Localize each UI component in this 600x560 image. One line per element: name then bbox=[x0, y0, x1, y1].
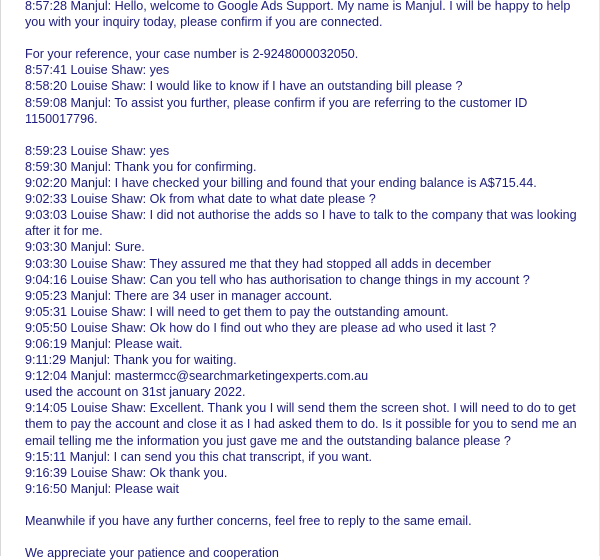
transcript-line: 9:14:05 Louise Shaw: Excellent. Thank you I will send them the screen shot. I will need to do to get them to pay the account and close it as I had asked them to do. Is it possible for you to send me an email telling me the information you just gave me and the outstanding balance please ? bbox=[25, 401, 577, 448]
transcript-line: 9:05:31 Louise Shaw: I will need to get them to pay the outstanding amount. bbox=[25, 304, 449, 319]
transcript-line: 8:58:20 Louise Shaw: I would like to know if I have an outstanding bill please ? bbox=[25, 79, 463, 94]
transcript-line: 9:03:30 Louise Shaw: They assured me that they had stopped all adds in december bbox=[25, 256, 492, 271]
left-page-edge bbox=[0, 0, 1, 556]
transcript-line: 8:59:08 Manjul: To assist you further, please confirm if you are referring to the customer ID 1150017796. bbox=[25, 95, 528, 126]
transcript-line: 9:04:16 Louise Shaw: Can you tell who has authorisation to change things in my account ? bbox=[25, 272, 530, 287]
transcript-line: 9:15:11 Manjul: I can send you this chat transcript, if you want. bbox=[25, 449, 372, 464]
closing-line: Meanwhile if you have any further concerns, feel free to reply to the same email. bbox=[25, 514, 472, 528]
transcript-line: 9:03:30 Manjul: Sure. bbox=[25, 240, 145, 255]
transcript-line: 8:57:28 Manjul: Hello, welcome to Google Ads Support. My name is Manjul. I will be happy to help you with your inquiry today, please confirm if you are connected. bbox=[25, 0, 571, 30]
partially-visible-line: We appreciate your patience and cooperation bbox=[25, 546, 279, 560]
chat-transcript bbox=[25, 0, 591, 529]
transcript-line: 8:59:23 Louise Shaw: yes bbox=[25, 143, 170, 158]
transcript-line: 9:05:23 Manjul: There are 34 user in manager account. bbox=[25, 288, 333, 303]
transcript-line: 9:05:50 Louise Shaw: Ok how do I find out who they are please ad who used it last ? bbox=[25, 320, 497, 335]
transcript-line: 9:06:19 Manjul: Please wait. bbox=[25, 336, 183, 351]
blank-line bbox=[25, 497, 591, 513]
transcript-line: 9:02:20 Manjul: I have checked your billing and found that your ending balance is A$715.44. bbox=[25, 176, 537, 191]
email-address-line[interactable]: 9:12:04 Manjul: mastermcc@searchmarketingexperts.com.au bbox=[25, 369, 369, 384]
transcript-line: 9:03:03 Louise Shaw: I did not authorise the adds so I have to talk to the company that was looking after it for me. bbox=[25, 208, 577, 239]
case-number-line: For your reference, your case number is 2-9248000032050. bbox=[25, 47, 359, 62]
blank-line bbox=[25, 30, 591, 46]
transcript-line: 9:16:39 Louise Shaw: Ok thank you. bbox=[25, 465, 228, 480]
transcript-line: used the account on 31st january 2022. bbox=[25, 385, 246, 400]
transcript-line: 9:11:29 Manjul: Thank you for waiting. bbox=[25, 353, 237, 368]
transcript-line: 9:02:33 Louise Shaw: Ok from what date to what date please ? bbox=[25, 192, 376, 207]
transcript-line: 8:57:41 Louise Shaw: yes bbox=[25, 63, 170, 78]
transcript-line: 8:59:30 Manjul: Thank you for confirming. bbox=[25, 159, 257, 174]
blank-line bbox=[25, 127, 591, 143]
transcript-line: 9:16:50 Manjul: Please wait bbox=[25, 481, 180, 496]
